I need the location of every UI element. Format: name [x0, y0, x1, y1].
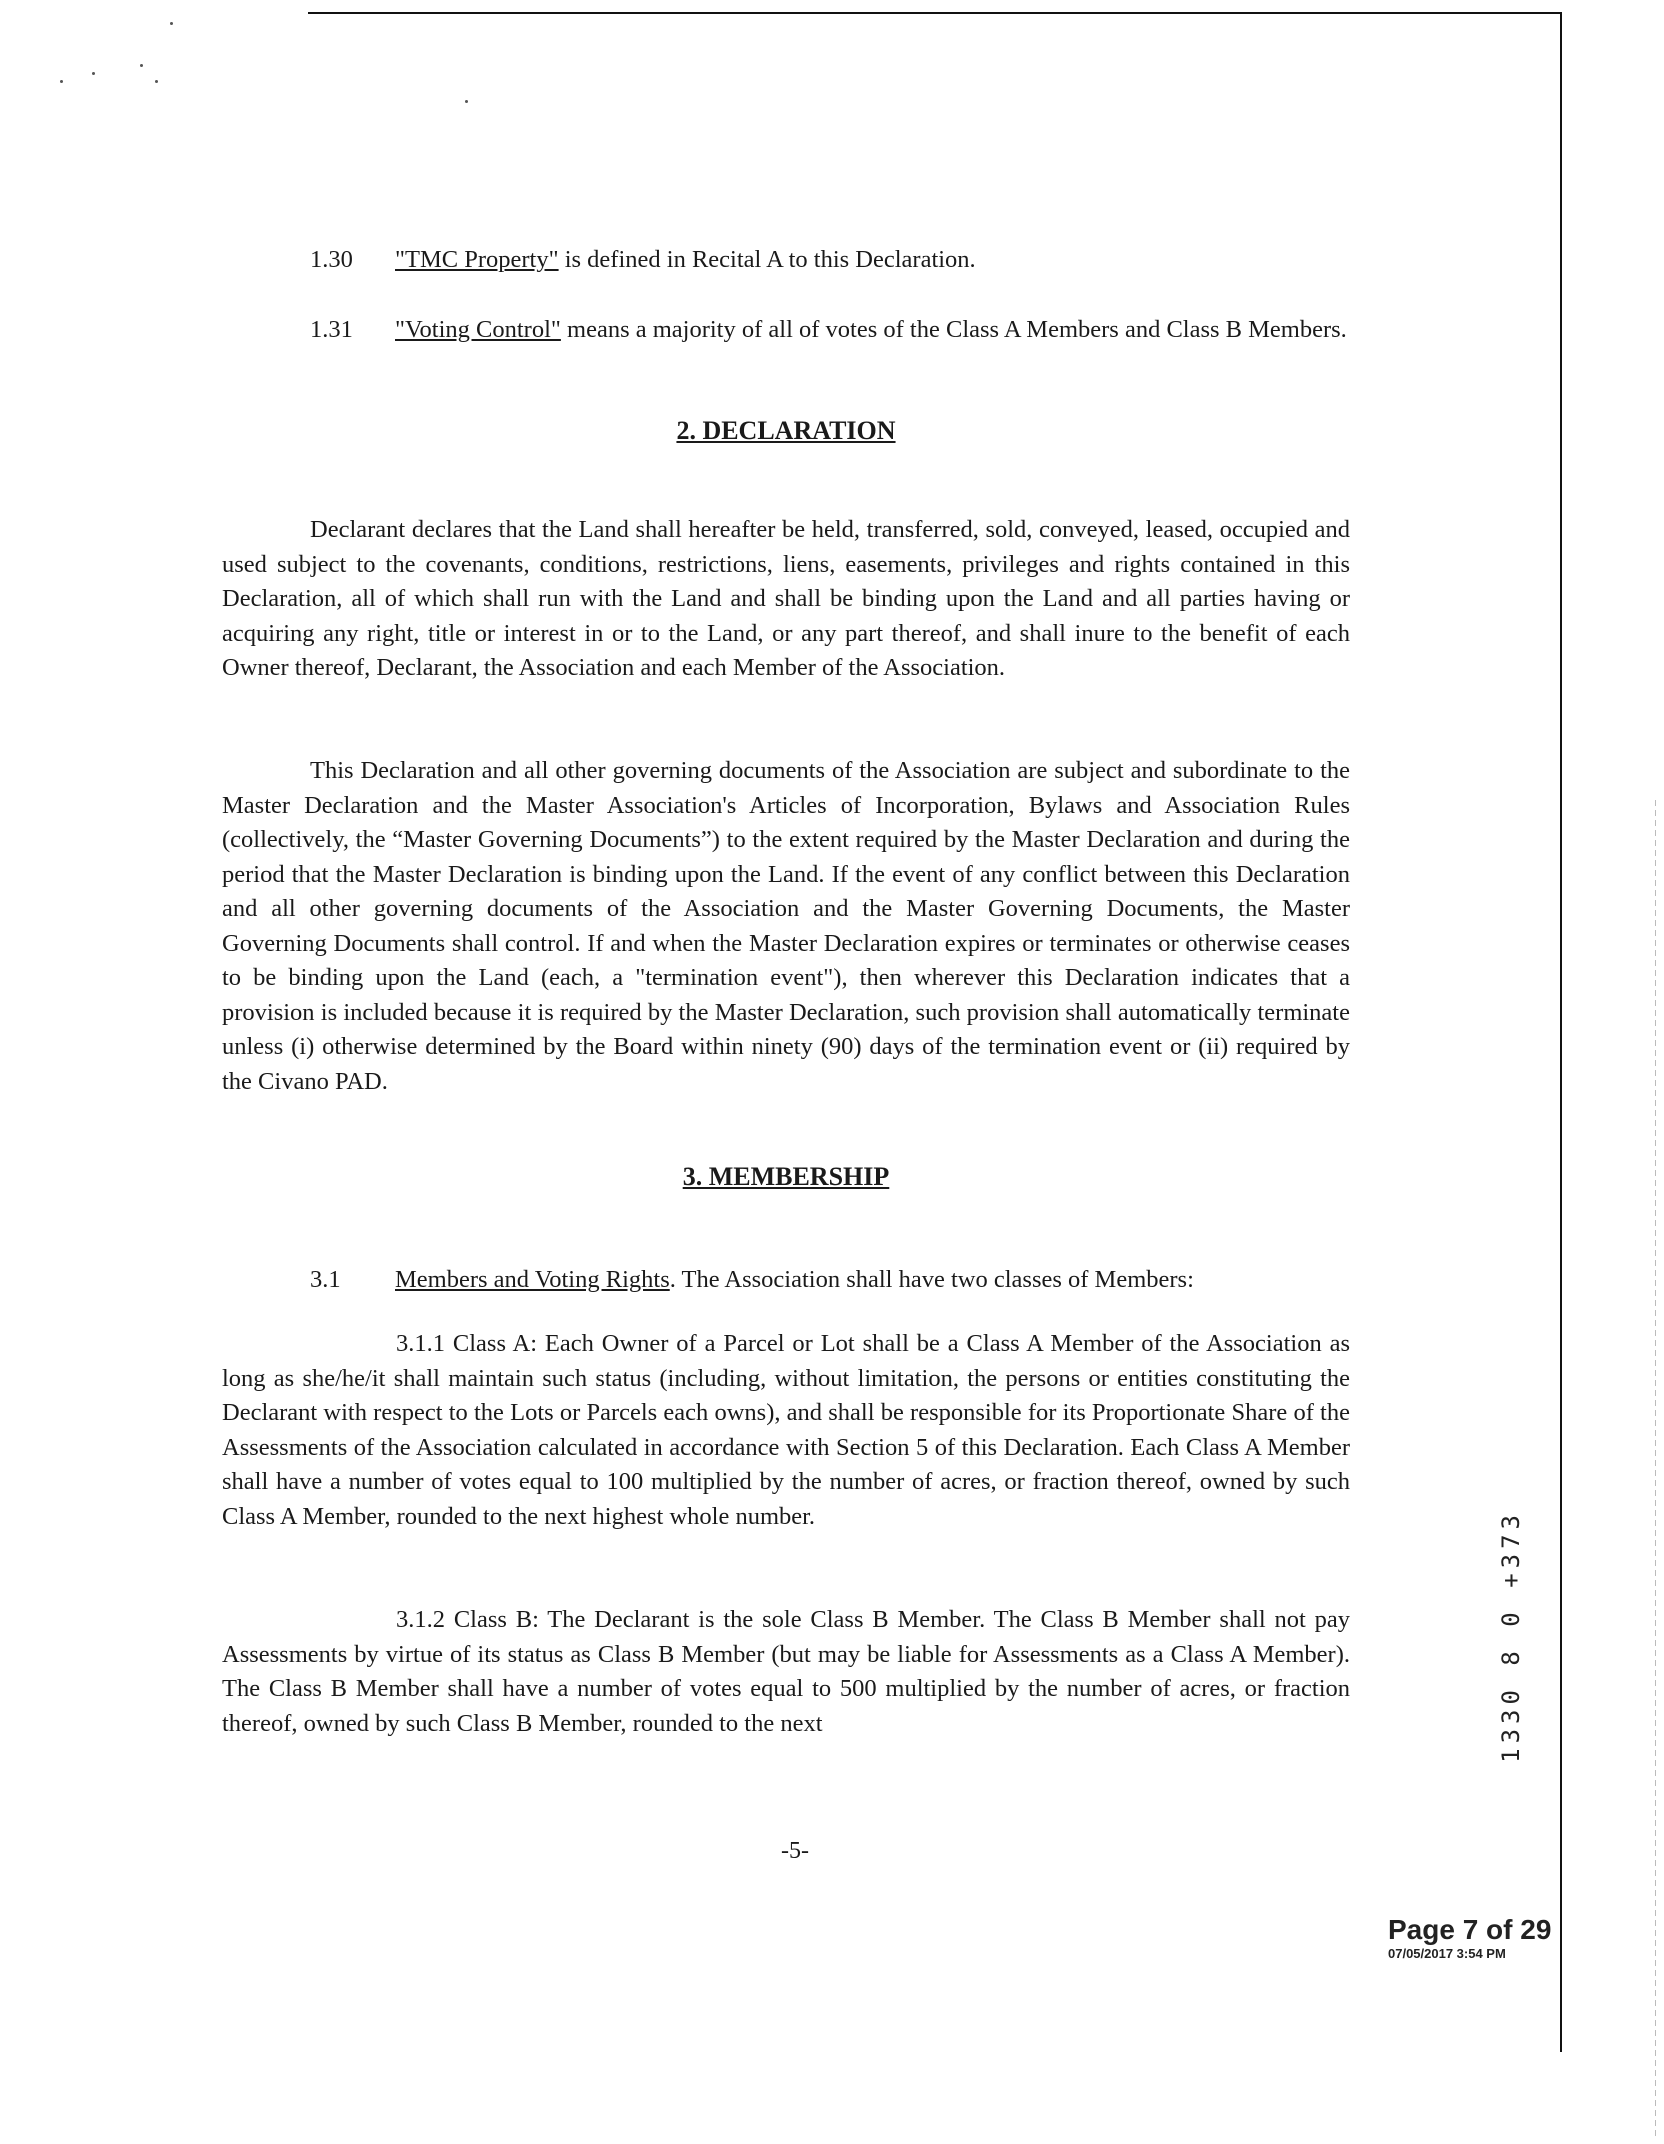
declaration-paragraph-2: This Declaration and all other governing documents of the Association are subject and subordinate to the Master Declaration and the Master Association's Articles of Incorporation, Bylaws and Association Rules (collectively, the “Master Governing Documents”) to the extent required by the Master Declaration and during the period that the Master Declaration is binding upon the Land. If the event of any conflict between this Declaration and all other governing documents of the Association and the Master Governing Documents, the Master Governing Documents shall control. If and when the Master Declaration expires or terminates or otherwise ceases to be binding upon the Land (each, a "termination event"), then wherever this Declaration indicates that a provision is included because it is required by the Master Declaration, such provision shall automatically terminate unless (i) otherwise determined by the Board within ninety (90) days of the termination event or (ii) required by the Civano PAD. — [222, 757, 1350, 1095]
section-1-30: 1.30 "TMC Property" is defined in Recital A to this Declaration. — [310, 246, 976, 273]
scan-speck — [155, 80, 158, 83]
stamp-datetime: 07/05/2017 3:54 PM — [1388, 1946, 1506, 1961]
heading-membership: 3. MEMBERSHIP — [682, 1162, 890, 1191]
heading-declaration: 2. DECLARATION — [676, 416, 896, 445]
page-number: -5- — [781, 1838, 809, 1864]
section-title: Members and Voting Rights — [395, 1266, 670, 1293]
section-3-1: 3.1 Members and Voting Rights. The Association shall have two classes of Members: — [310, 1266, 1194, 1293]
scan-speck — [60, 80, 63, 83]
scan-speck — [465, 100, 468, 103]
top-border-line — [308, 12, 1562, 14]
defined-term: "TMC Property" — [395, 246, 559, 273]
scan-speck — [140, 64, 143, 67]
page-count-stamp — [1388, 1914, 1551, 1961]
right-border-line — [1560, 12, 1562, 2052]
defined-term: "Voting Control" — [395, 316, 561, 343]
section-1-31: 1.31 "Voting Control" means a majority of all of votes of the Class A Members and Class B Members. — [310, 316, 1347, 343]
section-3-1-2: 3.1.2 Class B: The Declarant is the sole Class B Member. The Class B Member shall not pay Assessments by virtue of its status as Class B Member (but may be liable for Assessments as a Class A Member). The Class B Member shall have a number of votes equal to 500 multiplied by the number of acres, or fraction thereof, owned by such Class B Member, rounded to the next — [222, 1606, 1350, 1737]
section-3-1-1: 3.1.1 Class A: Each Owner of a Parcel or Lot shall be a Class A Member of the Association as long as she/he/it shall maintain such status (including, without limitation, the persons or entities constituting the Declarant with respect to the Lots or Parcels each owns), and shall be responsible for its Proportionate Share of the Assessments of the Association calculated in accordance with Section 5 of this Declaration. Each Class A Member shall have a number of votes equal to 100 multiplied by the number of acres, or fraction thereof, owned by such Class A Member, rounded to the next highest whole number. — [222, 1330, 1350, 1530]
page-of-total: Page 7 of 29 — [1388, 1914, 1552, 1945]
scan-speck — [92, 72, 95, 75]
scan-edge-line — [1655, 800, 1656, 2140]
scan-speck — [170, 22, 173, 25]
recording-number-stamp: 1330 8 0 +373 — [1497, 1510, 1525, 1763]
declaration-paragraph-1: Declarant declares that the Land shall hereafter be held, transferred, sold, conveyed, leased, occupied and used subject to the covenants, conditions, restrictions, liens, easements, privileges and rights contained in this Declaration, all of which shall run with the Land and shall be binding upon the Land and all parties having or acquiring any right, title or interest in or to the Land, or any part thereof, and shall inure to the benefit of each Owner thereof, Declarant, the Association and each Member of the Association. — [222, 516, 1350, 681]
